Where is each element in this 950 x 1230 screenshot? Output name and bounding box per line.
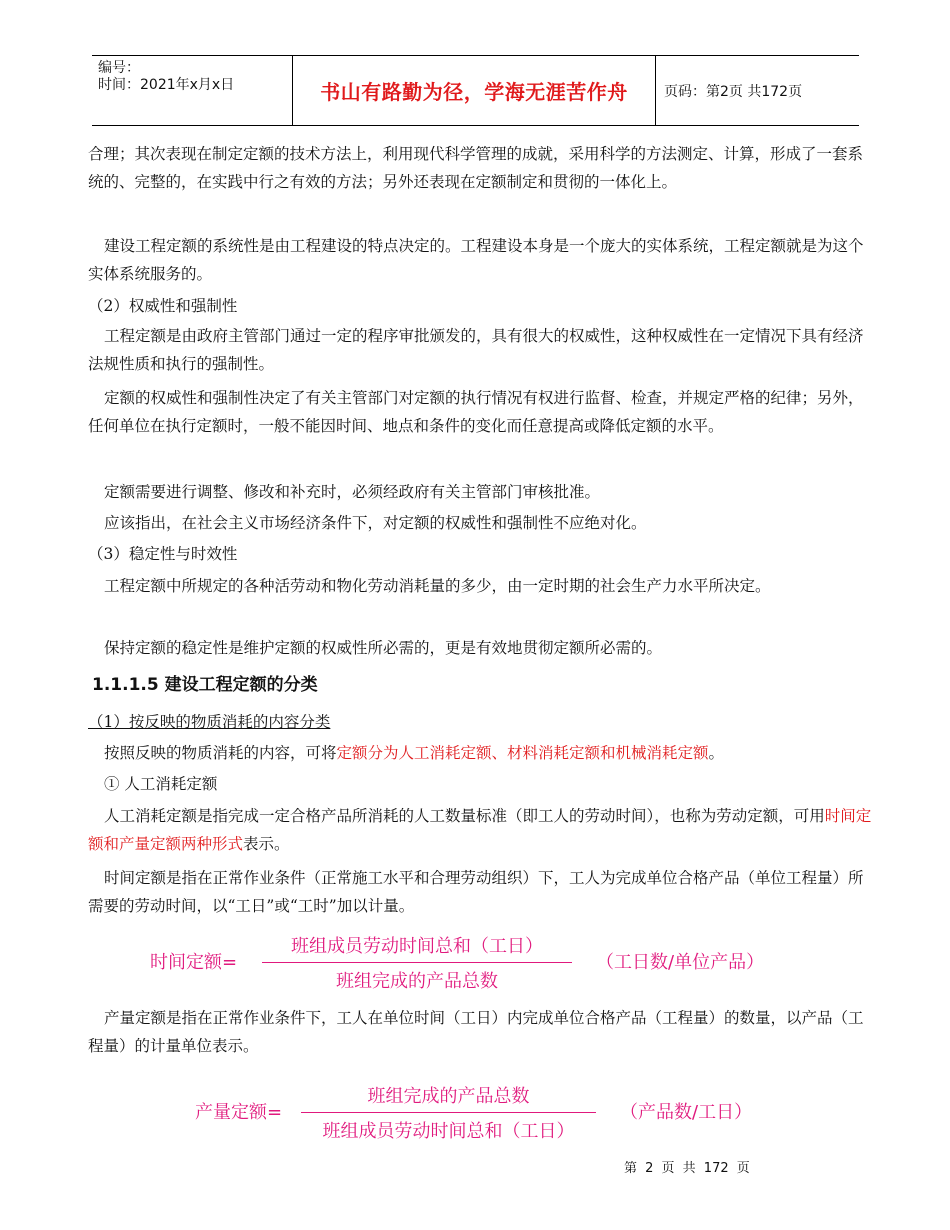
paragraph-9: 工程定额中所规定的各种活劳动和物化劳动消耗量的多少，由一定时期的社会生产力水平所决定。 [104, 577, 771, 595]
header-meta [92, 56, 293, 125]
formula-output-unit: （产品数/工日） [620, 1102, 753, 1123]
paragraph-6: 定额需要进行调整、修改和补充时，必须经政府有关主管部门审核批准。 [104, 483, 601, 501]
formula-time-numerator: 班组成员劳动时间总和（工日） [262, 932, 572, 963]
section-title: 1.1.1.5 建设工程定额的分类 [92, 675, 318, 695]
paragraph-10: 保持定额的稳定性是维护定额的权威性所必需的，更是有效地贯彻定额所必需的。 [104, 639, 663, 657]
paragraph-16: 产量定额是指在正常作业条件下，工人在单位时间（工日）内完成单位合格产品（工程量）的数量，以产品（工程量）的计量单位表示。 [88, 1009, 864, 1055]
subheading-classification [88, 708, 878, 736]
header-motto: 书山有路勤为径，学海无涯苦作舟 [293, 56, 656, 125]
formula-time-quota [150, 930, 830, 994]
paragraph-14-text: 人工消耗定额是指完成一定合格产品所消耗的人工数量标准（即工人的劳动时间），也称为劳动定额，可用 [104, 807, 825, 825]
page-header [92, 55, 859, 126]
paragraph-4: 工程定额是由政府主管部门通过一定的程序审批颁发的，具有很大的权威性，这种权威性在一定情况下具有经济法规性质和执行的强制性。 [88, 327, 864, 373]
paragraph-12-end: 。 [708, 744, 725, 762]
paragraph-12-highlight: 定额分为人工消耗定额、材料消耗定额和机械消耗定额 [336, 744, 709, 762]
formula-output-quota [195, 1080, 815, 1144]
subheading-labor: ① 人工消耗定额 [104, 775, 218, 793]
paragraph-12 [88, 739, 878, 767]
paragraph-14-end: 表示。 [243, 835, 290, 853]
paragraph-12-text: 按照反映的物质消耗的内容，可将 [104, 744, 337, 762]
paragraph-1: 合理；其次表现在制定定额的技术方法上，利用现代科学管理的成就，采用科学的方法测定、计算，形成了一套系统的、完整的，在实践中行之有效的方法；另外还表现在定额制定和贯彻的一体化上。 [88, 145, 864, 191]
paragraph-14-highlight: 时间定额和产量定额两种形式 [88, 807, 872, 853]
formula-time-unit: （工日数/单位产品） [596, 952, 765, 973]
paragraph-2: 建设工程定额的系统性是由工程建设的特点决定的。工程建设本身是一个庞大的实体系统，工程定额就是为这个实体系统服务的。 [88, 237, 864, 283]
formula-output-numerator: 班组完成的产品总数 [301, 1082, 596, 1113]
formula-output-denominator: 班组成员劳动时间总和（工日） [322, 1121, 575, 1142]
formula-output-label: 产量定额= [195, 1102, 283, 1123]
paragraph-14 [88, 802, 878, 858]
paragraph-5: 定额的权威性和强制性决定了有关主管部门对定额的执行情况有权进行监督、检查，并规定严格的纪律；另外，任何单位在执行定额时，一般不能因时间、地点和条件的变化而任意提高或降低定额的水平。 [88, 389, 864, 435]
formula-time-fraction [262, 932, 572, 993]
subheading-stability: （3）稳定性与时效性 [88, 545, 238, 563]
subheading-classification-text: （1）按反映的物质消耗的内容分类 [88, 713, 331, 731]
subheading-authority: （2）权威性和强制性 [88, 297, 238, 315]
formula-time-denominator: 班组完成的产品总数 [336, 971, 498, 992]
paragraph-7: 应该指出，在社会主义市场经济条件下，对定额的权威性和强制性不应绝对化。 [104, 514, 647, 532]
header-time-label: 时间：2021年x月x日 [98, 77, 235, 93]
page-footer: 第 2 页 共 172 页 [624, 1161, 750, 1176]
formula-time-label: 时间定额= [150, 952, 238, 973]
header-page-info: 页码：第2页 共172页 [664, 83, 803, 100]
paragraph-15: 时间定额是指在正常作业条件（正常施工水平和合理劳动组织）下，工人为完成单位合格产品（单位工程量）所需要的劳动时间，以“工日”或“工时”加以计量。 [88, 869, 864, 915]
header-number-label: 编号： [98, 60, 140, 76]
formula-output-fraction [301, 1082, 596, 1143]
